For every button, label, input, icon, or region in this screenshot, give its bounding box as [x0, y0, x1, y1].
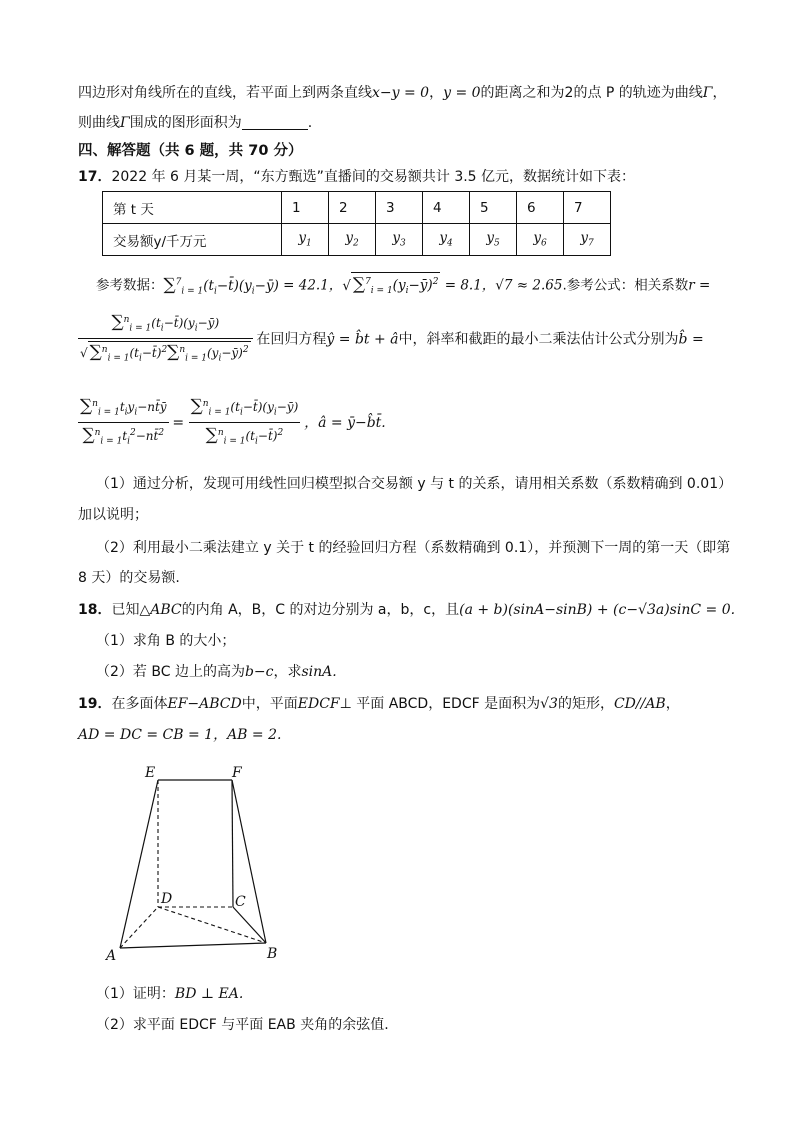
table-cell: $y_3$	[376, 224, 423, 256]
label-A: A	[106, 948, 117, 964]
q19-part2: （2）求平面 EDCF 与平面 EAB 夹角的余弦值.	[96, 1017, 389, 1033]
table-cell: $y_6$	[517, 224, 564, 256]
q17-part2: （2）利用最小二乘法建立 y 关于 t 的经验回归方程（系数精确到 0.1），并预测下一周的第一天（即第	[96, 540, 731, 556]
section-heading: 四、解答题（共 6 题，共 70 分）	[78, 143, 303, 159]
table-cell: 2	[329, 192, 376, 224]
label-E: E	[145, 765, 156, 781]
edge-FB	[232, 780, 266, 943]
q17-r-formula: $\frac{\sum^n_{i = 1}(t_i-t̄)(y_i-ȳ)}{√ \sum^n_{i = 1}(t_i-t̄)^2\sum^n_{i = 1}(y_i-ȳ)^2}$ 在回归方程ŷ = b̂t + â中，斜率和截距的最小二乘法估计公式分别为b̂ =	[78, 312, 704, 367]
q17-data-table	[102, 191, 611, 256]
table-cell: $y_2$	[329, 224, 376, 256]
q18-part2: （2）若 BC 边上的高为b−c，求sinA.	[96, 664, 337, 680]
q18-stem: 18．已知△ABC的内角 A，B，C 的对边分别为 a，b，c，且(a + b)(sinA−sinB) + (c−√3a)sinC = 0.	[78, 602, 736, 618]
q19-stem-cont: AD = DC = CB = 1，AB = 2.	[78, 727, 282, 743]
edge-CB	[233, 907, 266, 943]
edge-AD	[120, 907, 158, 948]
polyhedron-figure	[100, 760, 300, 965]
table-header-cell: 第 t 天	[103, 192, 282, 224]
table-cell: 6	[517, 192, 564, 224]
table-cell: $y_7$	[564, 224, 611, 256]
table-row	[103, 224, 611, 256]
table-cell: 5	[470, 192, 517, 224]
answer-blank[interactable]	[242, 115, 308, 130]
correlation-fraction: $\frac{\sum^n_{i = 1}(t_i-t̄)(y_i-ȳ)}{√ \sum^n_{i = 1}(t_i-t̄)^2\sum^n_{i = 1}(y_i-ȳ)^2}$	[78, 312, 253, 367]
table-row	[103, 192, 611, 224]
edge-AB	[120, 943, 266, 948]
q17-reference-data: 参考数据：$\sum^7_{i = 1}(t_i-t̄)(y_i-ȳ) = 42.1$，√ $\sum^7_{i = 1}(y_i-ȳ)^2 = 8.1$，√7 ≈ 2.65.参考公式：相关系数r =	[96, 272, 710, 300]
q17-part2-cont: 8 天）的交易额.	[78, 570, 180, 586]
q17-intro: 17．2022 年 6 月某一周，“东方甄选”直播间的交易额共计 3.5 亿元，数据统计如下表：	[78, 169, 636, 185]
q19-stem: 19．在多面体EF−ABCD中，平面EDCF⊥ 平面 ABCD，EDCF 是面积为√3的矩形，CD//AB，	[78, 696, 680, 712]
q17-part1-cont: 加以说明；	[78, 507, 148, 523]
q16-tail-line2: 则曲线Γ围成的图形面积为 .	[78, 115, 313, 131]
table-cell: 1	[282, 192, 329, 224]
q17-part1: （1）通过分析，发现可用线性回归模型拟合交易额 y 与 t 的关系，请用相关系数（系数精确到 0.01）	[96, 476, 733, 492]
label-D: D	[161, 891, 173, 907]
sqrt-sum-y-expr: √ $\sum^7_{i = 1}(y_i-ȳ)^2$	[342, 278, 444, 294]
table-cell: 4	[423, 192, 470, 224]
label-F: F	[232, 765, 242, 781]
table-cell: $y_5$	[470, 224, 517, 256]
table-cell: $y_1$	[282, 224, 329, 256]
table-cell: 3	[376, 192, 423, 224]
label-C: C	[235, 894, 246, 910]
table-cell: 7	[564, 192, 611, 224]
q17-b-formula: $\frac{\sum^n_{i = 1}t_iy_i-nt̄ȳ}{\sum^n_{i = 1}t_i^2-nt̄^2}$ = $\frac{\sum^n_{i = 1}(t_i-t̄)(y_i-ȳ)}{\sum^n_{i = 1}(t_i-t̄)^2}$ ，â = ȳ−b̂t̄.	[80, 396, 386, 447]
edge-EA	[120, 780, 158, 948]
sum-ty-expr: $\sum^7_{i = 1}(t_i-t̄)(y_i-ȳ)$	[163, 274, 284, 297]
table-header-cell: 交易额y/千万元	[103, 224, 282, 256]
q18-part1: （1）求角 B 的大小；	[96, 633, 236, 649]
q16-tail-line1: 四边形对角线所在的直线，若平面上到两条直线x−y = 0，y = 0的距离之和为2的点 P 的轨迹为曲线Γ，	[78, 85, 727, 101]
edge-FC	[232, 780, 233, 907]
q19-part1: （1）证明：BD ⊥ EA.	[96, 986, 244, 1002]
label-B: B	[267, 946, 278, 962]
table-cell: $y_4$	[423, 224, 470, 256]
